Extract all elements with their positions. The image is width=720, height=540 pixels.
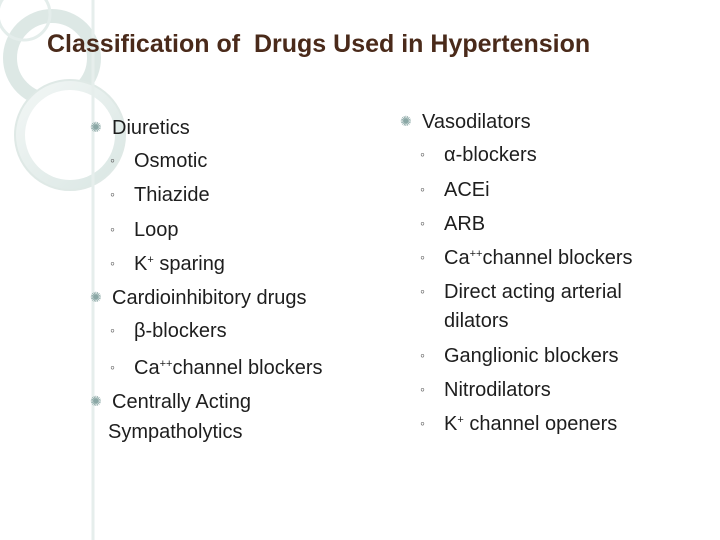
list-item-beta-blockers: ◦ β-blockers [110,320,227,342]
list-item-ca-channel-blockers-right: ◦ Ca++channel blockers [420,247,633,269]
list-item-vasodilators: ✺ Vasodilators [400,111,531,133]
list-item-k-channel-openers: ◦ K+ channel openers [420,413,618,435]
ring-bullet-icon: ◦ [110,359,115,375]
list-item-acei: ◦ ACEi [420,179,490,201]
list-item-sympatholytics: Sympatholytics [108,421,243,443]
list-item-cardioinhibitory: ✺ Cardioinhibitory drugs [90,287,307,309]
list-item-arb: ◦ ARB [420,213,486,235]
ring-bullet-icon: ◦ [420,181,425,197]
ring-bullet-icon: ◦ [420,146,425,162]
ring-bullet-icon: ◦ [110,322,115,338]
ring-bullet-icon: ◦ [420,249,425,265]
list-item-alpha-blockers: ◦ α-blockers [420,144,537,166]
ring-bullet-icon: ◦ [420,215,425,231]
list-item-k-sparing: ◦ K+ sparing [110,253,225,275]
sun-bullet-icon: ✺ [90,119,102,135]
list-item-centrally-acting: ✺ Centrally Acting [90,391,251,413]
list-item-loop: ◦ Loop [110,219,179,241]
ring-bullet-icon: ◦ [110,152,115,168]
sun-bullet-icon: ✺ [400,113,412,129]
ring-bullet-icon: ◦ [110,255,115,271]
slide-title: Classification of Drugs Used in Hypertension [47,30,591,58]
list-item-direct-acting: ◦ Direct acting arterial [420,281,622,303]
ring-bullet-icon: ◦ [420,347,425,363]
list-item-thiazide: ◦ Thiazide [110,184,210,206]
sun-bullet-icon: ✺ [90,393,102,409]
ring-bullet-icon: ◦ [420,381,425,397]
list-item-diuretics: ✺ Diuretics [90,117,190,139]
ring-bullet-icon: ◦ [110,186,115,202]
ring-bullet-icon: ◦ [110,221,115,237]
list-item-ca-channel-blockers: ◦ Ca++channel blockers [110,357,323,379]
list-item-dilators: dilators [444,310,509,332]
list-item-nitrodilators: ◦ Nitrodilators [420,379,551,401]
ring-bullet-icon: ◦ [420,283,425,299]
sun-bullet-icon: ✺ [90,289,102,305]
ring-bullet-icon: ◦ [420,415,425,431]
list-item-ganglionic-blockers: ◦ Ganglionic blockers [420,345,619,367]
list-item-osmotic: ◦ Osmotic [110,150,208,172]
